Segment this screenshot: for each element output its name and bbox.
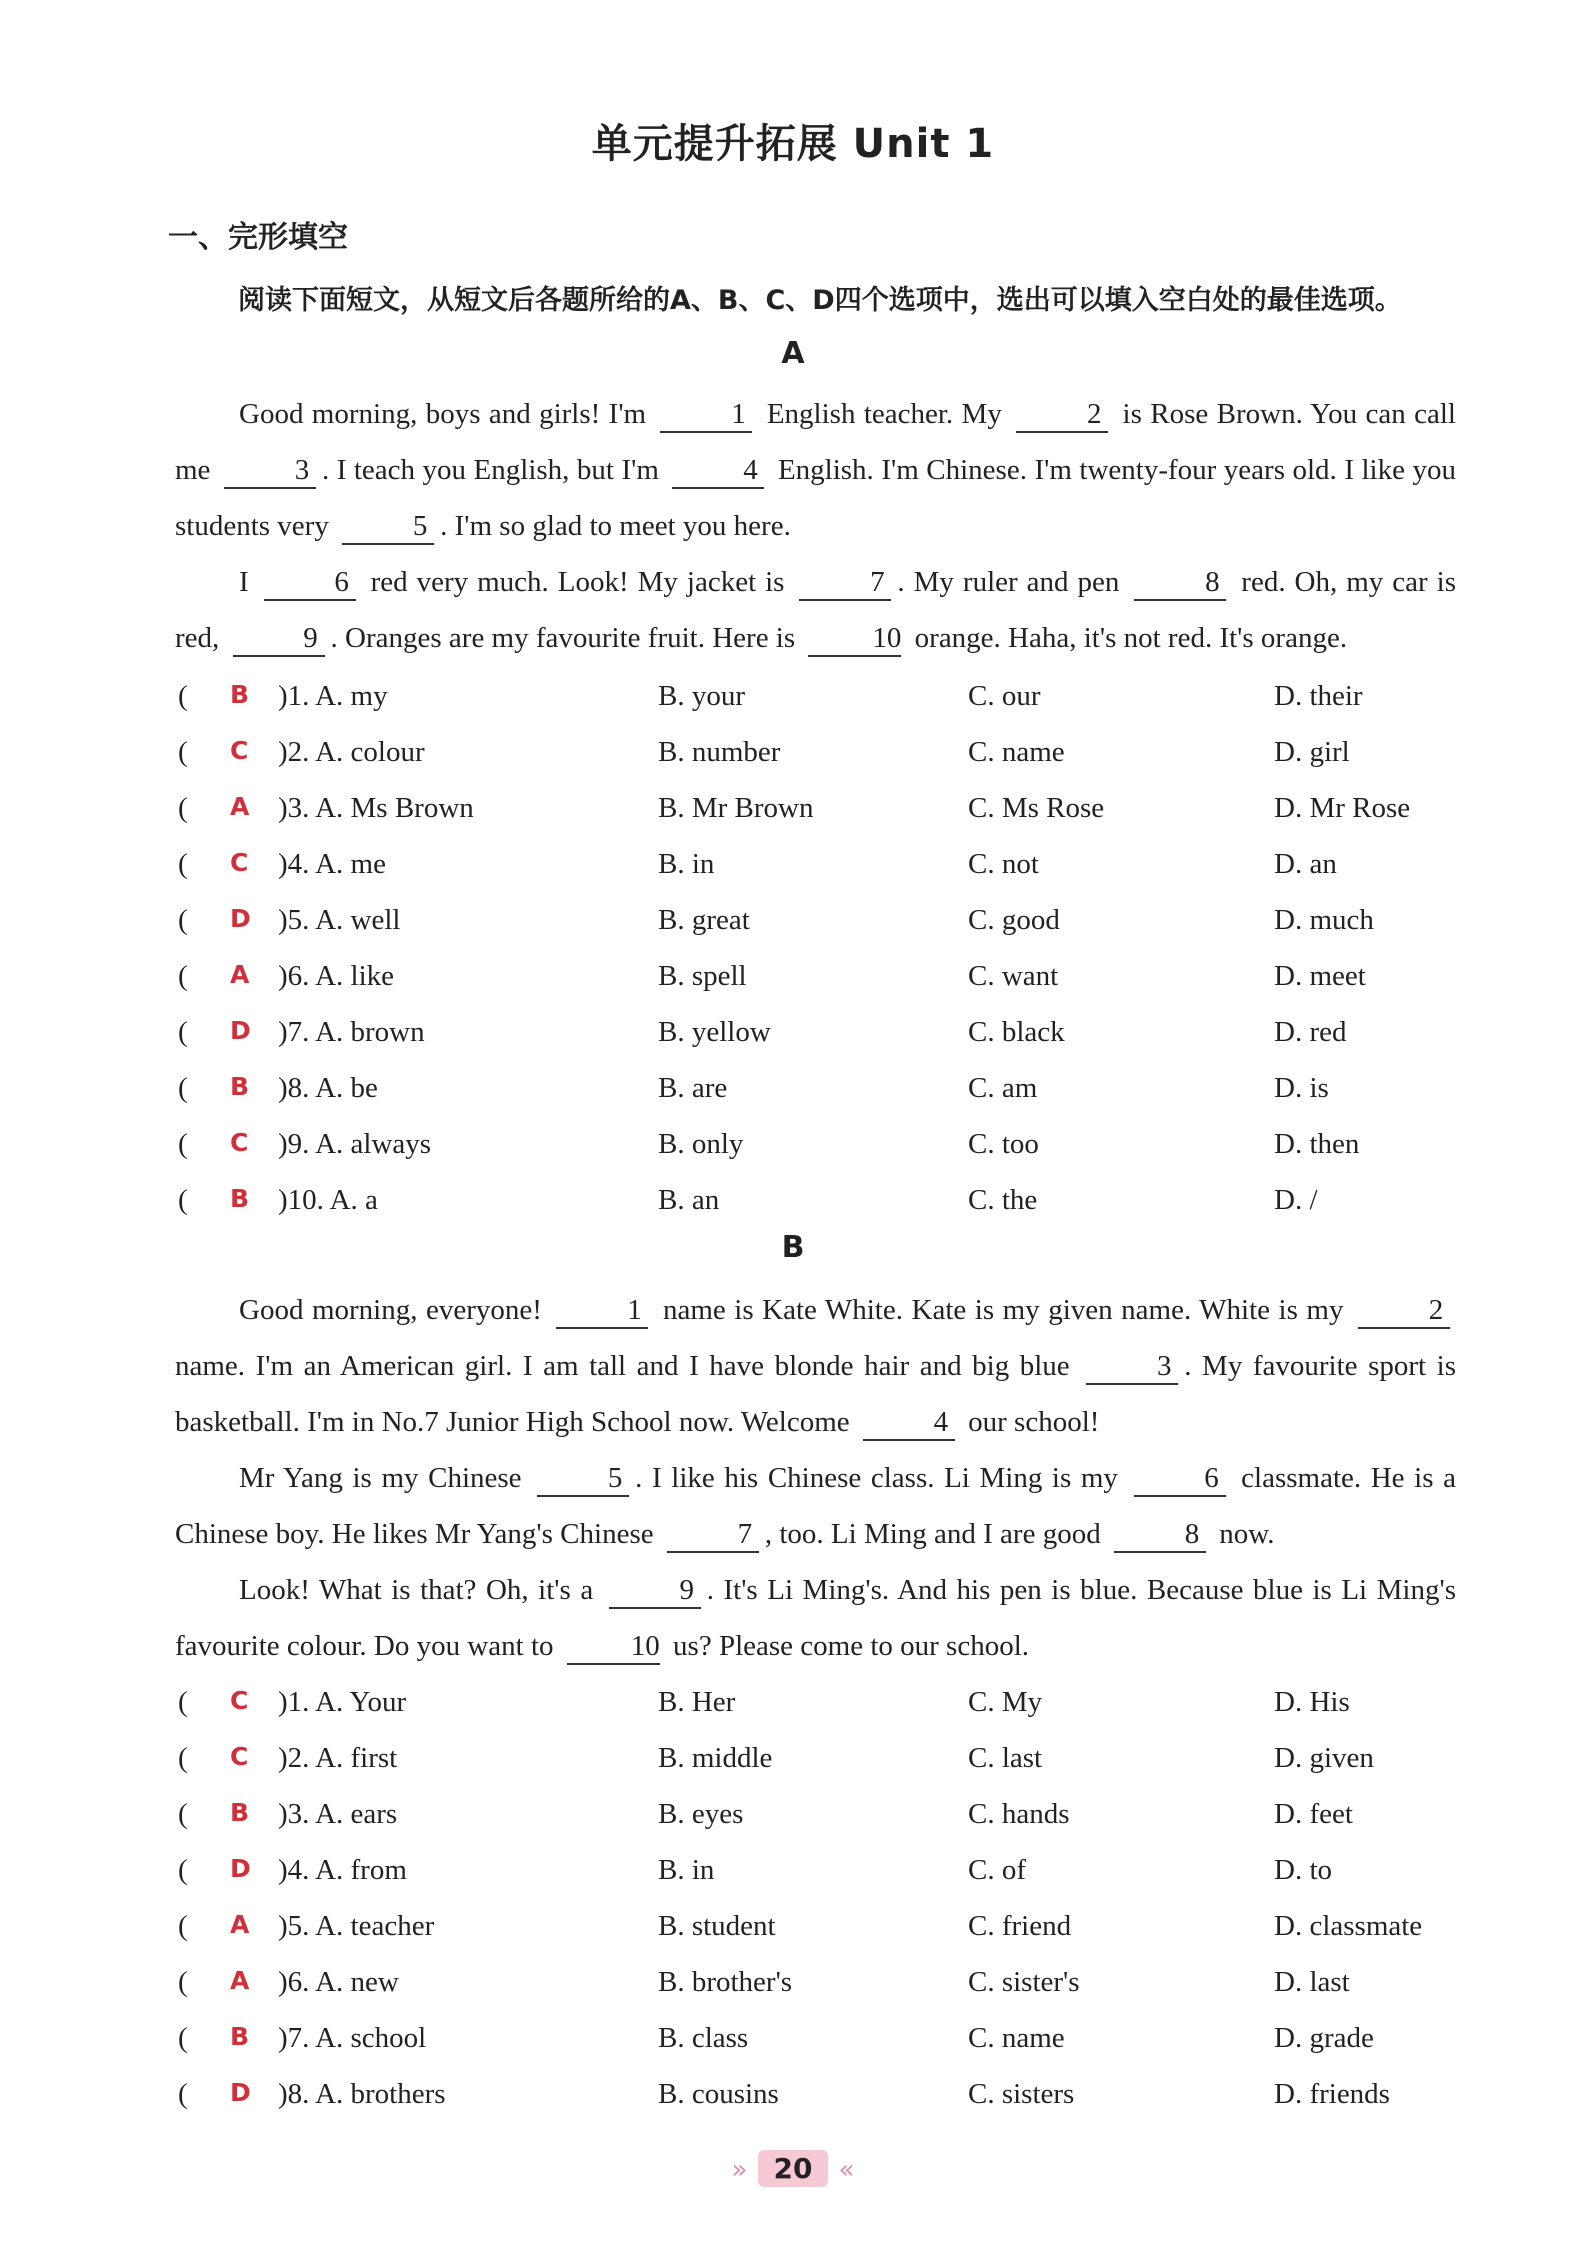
passage-text: . I teach you English, but I'm <box>321 454 667 486</box>
question-row <box>178 1676 1466 1732</box>
number-dot: . <box>302 1966 316 1998</box>
question-row <box>178 1956 1466 2012</box>
blank-number: 7 <box>667 1517 759 1553</box>
option-a <box>278 1072 378 1105</box>
option-a-text: A. a <box>329 1184 378 1216</box>
question-row <box>178 670 1466 726</box>
answer-letter: D <box>230 904 251 933</box>
answer-letter: C <box>230 1686 249 1715</box>
answer-letter: A <box>230 1910 250 1939</box>
open-paren: ( <box>178 1910 188 1942</box>
number-dot: . <box>302 1742 316 1774</box>
option-a-text: A. school <box>315 2022 427 2054</box>
question-number: 7 <box>287 2022 303 2054</box>
blank-number: 8 <box>1134 565 1226 601</box>
close-paren: ) <box>278 848 288 880</box>
open-paren: ( <box>178 1184 188 1216</box>
number-dot: . <box>302 792 316 824</box>
question-number: 2 <box>287 1742 303 1774</box>
close-paren: ) <box>278 904 288 936</box>
option-a <box>278 848 386 881</box>
question-number: 3 <box>287 792 303 824</box>
option-d: D. then <box>1274 1128 1360 1160</box>
passage-text: is Rose Brown. You can call me <box>175 398 1456 486</box>
option-d: D. Mr Rose <box>1274 792 1411 824</box>
option-a-text: A. first <box>315 1742 398 1774</box>
option-b: B. number <box>658 736 781 768</box>
blank-number: 4 <box>672 453 764 489</box>
answer-letter: D <box>230 2078 251 2107</box>
answer-letter: B <box>230 1072 250 1101</box>
option-a-text: A. from <box>315 1854 407 1886</box>
open-paren: ( <box>178 736 188 768</box>
open-paren: ( <box>178 1966 188 1998</box>
option-a <box>278 904 400 937</box>
number-dot: . <box>302 848 316 880</box>
close-paren: ) <box>278 1966 288 1998</box>
close-paren: ) <box>278 1016 288 1048</box>
option-a <box>278 2022 426 2055</box>
close-paren: ) <box>278 792 288 824</box>
option-a-text: A. colour <box>315 736 425 768</box>
blank-number: 2 <box>1358 1293 1450 1329</box>
option-c: C. want <box>968 960 1059 992</box>
question-number: 1 <box>287 680 303 712</box>
question-number: 4 <box>287 848 303 880</box>
blank-number: 1 <box>660 397 752 433</box>
option-a-text: A. always <box>315 1128 432 1160</box>
option-a-text: A. Your <box>315 1686 407 1718</box>
number-dot: . <box>316 1184 330 1216</box>
number-dot: . <box>302 1686 316 1718</box>
open-paren: ( <box>178 960 188 992</box>
question-number: 6 <box>287 960 303 992</box>
option-b: B. spell <box>658 960 747 992</box>
option-a <box>278 1910 434 1943</box>
option-d: D. / <box>1274 1184 1318 1216</box>
question-row <box>178 1062 1466 1118</box>
question-row <box>178 726 1466 782</box>
blank-number: 5 <box>537 1461 629 1497</box>
close-paren: ) <box>278 2022 288 2054</box>
question-row <box>178 2068 1466 2124</box>
option-c: C. of <box>968 1854 1026 1886</box>
number-dot: . <box>302 1128 316 1160</box>
option-d: D. their <box>1274 680 1363 712</box>
close-paren: ) <box>278 680 288 712</box>
number-dot: . <box>302 1016 316 1048</box>
close-paren: ) <box>278 1798 288 1830</box>
option-a-text: A. me <box>315 848 386 880</box>
option-c: C. hands <box>968 1798 1070 1830</box>
option-a-text: A. new <box>315 1966 399 1998</box>
passage-text: . My favourite sport is basketball. I'm in No.7 Junior High School now. Welcome <box>175 1350 1456 1438</box>
part-a-label: A <box>781 336 805 371</box>
passage-text: . I like his Chinese class. Li Ming is my <box>635 1462 1128 1494</box>
open-paren: ( <box>178 1798 188 1830</box>
option-b: B. brother's <box>658 1966 793 1998</box>
option-d: D. is <box>1274 1072 1329 1104</box>
close-paren: ) <box>278 1072 288 1104</box>
answer-letter: D <box>230 1016 251 1045</box>
question-row <box>178 1844 1466 1900</box>
open-paren: ( <box>178 2078 188 2110</box>
answer-letter: C <box>230 1128 249 1157</box>
part-a-passage <box>175 386 1456 666</box>
close-paren: ) <box>278 1128 288 1160</box>
question-number: 8 <box>287 2078 303 2110</box>
passage-text: English teacher. My <box>758 398 1011 430</box>
open-paren: ( <box>178 2022 188 2054</box>
option-d: D. girl <box>1274 736 1350 768</box>
question-row <box>178 1732 1466 1788</box>
option-d: D. friends <box>1274 2078 1390 2110</box>
option-c: C. Ms Rose <box>968 792 1105 824</box>
passage-text: . I'm so glad to meet you here. <box>440 510 791 542</box>
option-a-text: A. my <box>315 680 388 712</box>
passage-paragraph <box>175 1450 1456 1562</box>
option-a <box>278 736 425 769</box>
option-b: B. Her <box>658 1686 736 1718</box>
option-a <box>278 1798 397 1831</box>
page-number-label: 20 <box>758 2150 829 2187</box>
option-a <box>278 1128 431 1161</box>
part-b-questions <box>178 1676 1466 2124</box>
answer-letter: A <box>230 960 250 989</box>
page-number <box>0 2150 1586 2187</box>
open-paren: ( <box>178 1742 188 1774</box>
passage-text: red very much. Look! My jacket is <box>361 566 794 598</box>
passage-text: name is Kate White. Kate is my given name. White is my <box>654 1294 1352 1326</box>
option-a <box>278 1016 425 1049</box>
question-number: 2 <box>287 736 303 768</box>
question-row <box>178 782 1466 838</box>
passage-text: red. Oh, my car is red, <box>175 566 1456 654</box>
option-d: D. last <box>1274 1966 1350 1998</box>
blank-number: 8 <box>1114 1517 1206 1553</box>
option-c: C. sister's <box>968 1966 1080 1998</box>
option-c: C. My <box>968 1686 1043 1718</box>
option-c: C. the <box>968 1184 1038 1216</box>
blank-number: 4 <box>863 1405 955 1441</box>
option-a <box>278 1966 399 1999</box>
passage-paragraph <box>175 1282 1456 1450</box>
passage-text: English. I'm Chinese. I'm twenty-four years old. I like you students very <box>175 454 1456 542</box>
option-c: C. black <box>968 1016 1065 1048</box>
section-instructions: 阅读下面短文，从短文后各题所给的A、B、C、D四个选项中，选出可以填入空白处的最佳选项。 <box>238 285 1402 316</box>
option-c: C. sisters <box>968 2078 1075 2110</box>
passage-text: I <box>239 566 258 598</box>
number-dot: . <box>302 2078 316 2110</box>
option-a <box>278 1854 407 1887</box>
option-d: D. an <box>1274 848 1337 880</box>
answer-letter: D <box>230 1854 251 1883</box>
passage-text: Good morning, boys and girls! I'm <box>239 398 655 430</box>
passage-text: classmate. He is a Chinese boy. He likes Mr Yang's Chinese <box>175 1462 1456 1550</box>
passage-text: . Oranges are my favourite fruit. Here is <box>330 622 803 654</box>
blank-number: 7 <box>799 565 891 601</box>
passage-text: our school! <box>960 1406 1100 1438</box>
blank-number: 2 <box>1016 397 1108 433</box>
close-paren: ) <box>278 1910 288 1942</box>
passage-text: Look! What is that? Oh, it's a <box>239 1574 603 1606</box>
number-dot: . <box>302 1798 316 1830</box>
question-row <box>178 1006 1466 1062</box>
option-d: D. much <box>1274 904 1374 936</box>
number-dot: . <box>302 736 316 768</box>
question-number: 6 <box>287 1966 303 1998</box>
blank-number: 10 <box>567 1629 660 1665</box>
close-paren: ) <box>278 736 288 768</box>
close-paren: ) <box>278 2078 288 2110</box>
answer-letter: B <box>230 2022 250 2051</box>
option-b: B. student <box>658 1910 776 1942</box>
section-heading: 一、完形填空 <box>168 220 348 255</box>
passage-text: Good morning, everyone! <box>239 1294 551 1326</box>
option-d: D. to <box>1274 1854 1332 1886</box>
question-number: 3 <box>287 1798 303 1830</box>
option-b: B. eyes <box>658 1798 744 1830</box>
question-row <box>178 1788 1466 1844</box>
number-dot: . <box>302 1072 316 1104</box>
page-title: 单元提升拓展 Unit 1 <box>591 121 995 167</box>
blank-number: 6 <box>264 565 356 601</box>
passage-paragraph <box>175 1562 1456 1674</box>
option-b: B. an <box>658 1184 720 1216</box>
close-paren: ) <box>278 1184 288 1216</box>
blank-number: 9 <box>233 621 325 657</box>
question-row <box>178 1174 1466 1230</box>
blank-number: 6 <box>1134 1461 1226 1497</box>
option-b: B. class <box>658 2022 749 2054</box>
question-number: 8 <box>287 1072 303 1104</box>
option-b: B. your <box>658 680 745 712</box>
close-paren: ) <box>278 1686 288 1718</box>
answer-letter: B <box>230 680 250 709</box>
question-number: 10 <box>287 1184 317 1216</box>
option-c: C. too <box>968 1128 1039 1160</box>
passage-text: . My ruler and pen <box>897 566 1129 598</box>
blank-number: 3 <box>1086 1349 1178 1385</box>
option-a-text: A. well <box>315 904 401 936</box>
open-paren: ( <box>178 1686 188 1718</box>
option-d: D. grade <box>1274 2022 1374 2054</box>
option-d: D. classmate <box>1274 1910 1423 1942</box>
open-paren: ( <box>178 1016 188 1048</box>
passage-text: , too. Li Ming and I are good <box>764 1518 1108 1550</box>
answer-letter: C <box>230 1742 249 1771</box>
option-a-text: A. Ms Brown <box>315 792 474 824</box>
passage-text: Mr Yang is my Chinese <box>239 1462 532 1494</box>
question-number: 9 <box>287 1128 303 1160</box>
open-paren: ( <box>178 680 188 712</box>
option-c: C. last <box>968 1742 1043 1774</box>
part-a-questions <box>178 670 1466 1230</box>
option-a <box>278 960 394 993</box>
option-b: B. Mr Brown <box>658 792 814 824</box>
option-c: C. not <box>968 848 1039 880</box>
number-dot: . <box>302 2022 316 2054</box>
blank-number: 1 <box>556 1293 648 1329</box>
answer-letter: C <box>230 736 249 765</box>
close-paren: ) <box>278 1742 288 1774</box>
option-b: B. middle <box>658 1742 773 1774</box>
option-b: B. are <box>658 1072 728 1104</box>
open-paren: ( <box>178 1128 188 1160</box>
question-row <box>178 2012 1466 2068</box>
blank-number: 3 <box>224 453 316 489</box>
passage-text: us? Please come to our school. <box>665 1630 1030 1662</box>
option-a-text: A. brown <box>315 1016 425 1048</box>
question-row <box>178 1900 1466 1956</box>
option-c: C. name <box>968 736 1065 768</box>
arrow-left-icon: « <box>838 2155 855 2185</box>
option-a <box>278 1686 406 1719</box>
passage-text: now. <box>1211 1518 1275 1550</box>
option-b: B. cousins <box>658 2078 779 2110</box>
option-c: C. am <box>968 1072 1038 1104</box>
question-row <box>178 1118 1466 1174</box>
answer-letter: A <box>230 1966 250 1995</box>
answer-letter: B <box>230 1798 250 1827</box>
option-b: B. in <box>658 848 715 880</box>
option-a-text: A. be <box>315 1072 378 1104</box>
open-paren: ( <box>178 1072 188 1104</box>
open-paren: ( <box>178 792 188 824</box>
question-number: 1 <box>287 1686 303 1718</box>
question-row <box>178 894 1466 950</box>
passage-text: . It's Li Ming's. And his pen is blue. Because blue is Li Ming's favourite colour. Do you want to <box>175 1574 1456 1662</box>
option-b: B. yellow <box>658 1016 771 1048</box>
passage-paragraph <box>175 554 1456 666</box>
option-c: C. our <box>968 680 1041 712</box>
question-row <box>178 950 1466 1006</box>
number-dot: . <box>302 1910 316 1942</box>
close-paren: ) <box>278 960 288 992</box>
option-d: D. given <box>1274 1742 1374 1774</box>
option-b: B. great <box>658 904 750 936</box>
option-a-text: A. teacher <box>315 1910 435 1942</box>
option-c: C. friend <box>968 1910 1072 1942</box>
passage-paragraph <box>175 386 1456 554</box>
option-a <box>278 1184 378 1217</box>
answer-letter: C <box>230 848 249 877</box>
arrow-right-icon: » <box>731 2155 748 2185</box>
option-b: B. only <box>658 1128 744 1160</box>
blank-number: 9 <box>609 1573 701 1609</box>
option-a-text: A. like <box>315 960 395 992</box>
option-d: D. meet <box>1274 960 1366 992</box>
blank-number: 5 <box>342 509 434 545</box>
answer-letter: B <box>230 1184 250 1213</box>
blank-number: 10 <box>808 621 901 657</box>
question-number: 5 <box>287 904 303 936</box>
option-a <box>278 2078 446 2111</box>
passage-text: orange. Haha, it's not red. It's orange. <box>907 622 1348 654</box>
passage-text: name. I'm an American girl. I am tall and I have blonde hair and big blue <box>175 1350 1081 1382</box>
part-b-label: B <box>781 1230 805 1265</box>
option-b: B. in <box>658 1854 715 1886</box>
option-a <box>278 792 474 825</box>
option-c: C. good <box>968 904 1060 936</box>
option-d: D. red <box>1274 1016 1347 1048</box>
number-dot: . <box>302 960 316 992</box>
option-a <box>278 680 388 713</box>
option-d: D. His <box>1274 1686 1350 1718</box>
option-a-text: A. ears <box>315 1798 398 1830</box>
option-c: C. name <box>968 2022 1065 2054</box>
number-dot: . <box>302 904 316 936</box>
option-a-text: A. brothers <box>315 2078 446 2110</box>
answer-letter: A <box>230 792 250 821</box>
open-paren: ( <box>178 848 188 880</box>
question-number: 7 <box>287 1016 303 1048</box>
option-a <box>278 1742 397 1775</box>
question-row <box>178 838 1466 894</box>
option-d: D. feet <box>1274 1798 1353 1830</box>
part-b-passage <box>175 1282 1456 1674</box>
number-dot: . <box>302 680 316 712</box>
close-paren: ) <box>278 1854 288 1886</box>
open-paren: ( <box>178 904 188 936</box>
open-paren: ( <box>178 1854 188 1886</box>
question-number: 5 <box>287 1910 303 1942</box>
question-number: 4 <box>287 1854 303 1886</box>
number-dot: . <box>302 1854 316 1886</box>
